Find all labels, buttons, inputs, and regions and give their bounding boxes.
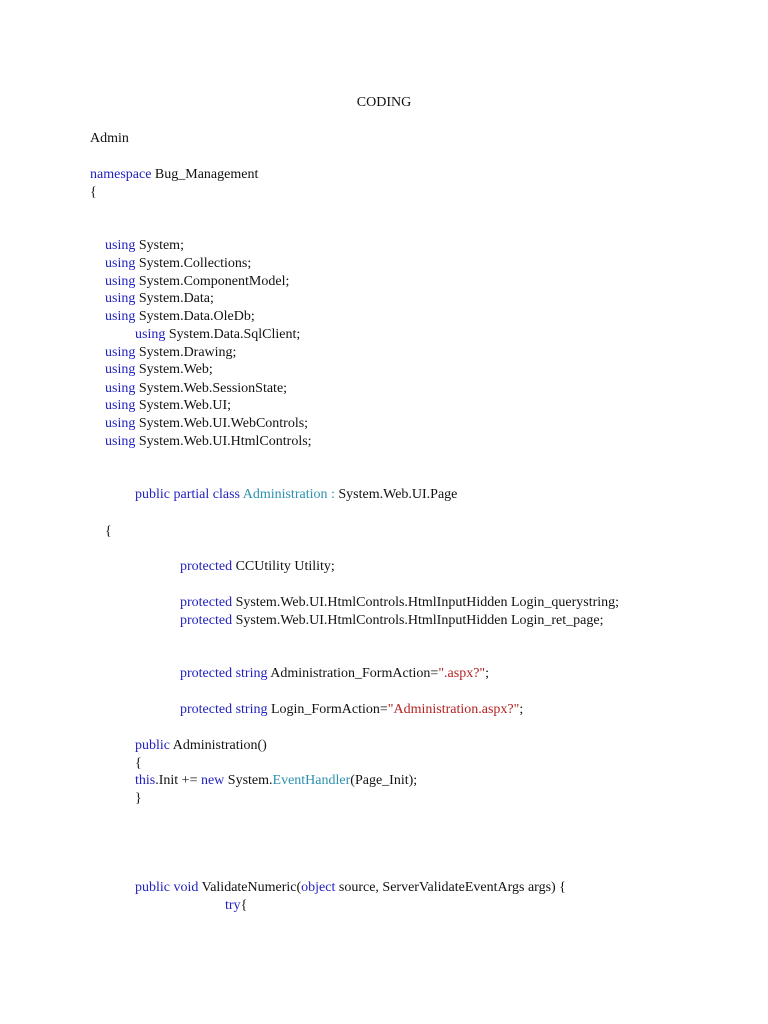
field-text: System.Web.UI.HtmlControls.HtmlInputHidden Login_ret_page; bbox=[235, 613, 604, 628]
using-line bbox=[105, 397, 231, 415]
using-target: System.Collections; bbox=[138, 256, 252, 271]
constructor-open-brace: { bbox=[135, 756, 142, 771]
using-line bbox=[105, 273, 289, 291]
keyword: using bbox=[105, 362, 136, 377]
keyword: namespace bbox=[90, 167, 152, 182]
keyword: try bbox=[225, 898, 241, 913]
using-target: System.Web.UI; bbox=[138, 398, 232, 413]
using-target: System; bbox=[138, 238, 184, 253]
keyword: using bbox=[105, 309, 136, 324]
base-class: System.Web.UI.Page bbox=[338, 487, 458, 502]
keyword: protected bbox=[180, 666, 233, 681]
keyword: using bbox=[105, 434, 136, 449]
method-declaration bbox=[135, 879, 566, 897]
using-line bbox=[105, 380, 287, 398]
semicolon: ; bbox=[485, 666, 490, 681]
class-open-brace: { bbox=[105, 524, 112, 539]
constructor-body bbox=[135, 772, 417, 790]
field-text: System.Web.UI.HtmlControls.HtmlInputHidden Login_querystring; bbox=[235, 595, 620, 610]
using-target: System.Web.UI.HtmlControls; bbox=[138, 434, 312, 449]
type-name: EventHandler bbox=[272, 773, 351, 788]
method-name: ValidateNumeric( bbox=[201, 880, 302, 895]
field-login-form-action bbox=[180, 701, 523, 719]
keyword: using bbox=[135, 327, 166, 342]
using-line bbox=[105, 415, 308, 433]
using-line bbox=[105, 237, 184, 255]
keyword: using bbox=[105, 274, 136, 289]
constructor-name: Administration() bbox=[172, 738, 267, 753]
keyword: using bbox=[105, 345, 136, 360]
keyword: using bbox=[105, 238, 136, 253]
class-name: Administration : bbox=[242, 487, 335, 502]
semicolon: ; bbox=[519, 702, 524, 717]
using-line bbox=[135, 326, 300, 344]
keyword: protected bbox=[180, 595, 233, 610]
using-line bbox=[105, 290, 214, 308]
string-literal: ".aspx?" bbox=[438, 666, 486, 681]
try-brace: { bbox=[240, 898, 248, 913]
namespace-open-brace: { bbox=[90, 185, 97, 200]
keyword: string bbox=[235, 666, 268, 681]
using-line bbox=[105, 361, 213, 379]
field-text: CCUtility Utility; bbox=[235, 559, 335, 574]
namespace-name: Bug_Management bbox=[154, 167, 259, 182]
keyword: using bbox=[105, 256, 136, 271]
keyword: string bbox=[235, 702, 268, 717]
constructor-close-brace: } bbox=[135, 791, 142, 806]
handler-arg: (Page_Init); bbox=[350, 773, 418, 788]
using-target: System.Web.SessionState; bbox=[138, 381, 288, 396]
keyword: public void bbox=[135, 880, 199, 895]
system-prefix: System. bbox=[227, 773, 273, 788]
using-line bbox=[105, 255, 251, 273]
string-literal: "Administration.aspx?" bbox=[387, 702, 520, 717]
field-login-querystring bbox=[180, 594, 619, 612]
keyword: protected bbox=[180, 559, 233, 574]
section-label: Admin bbox=[90, 131, 129, 146]
keyword: public partial class bbox=[135, 487, 240, 502]
field-utility bbox=[180, 558, 335, 576]
using-target: System.Web; bbox=[138, 362, 213, 377]
using-line bbox=[105, 433, 312, 451]
constructor-declaration bbox=[135, 737, 267, 755]
keyword: protected bbox=[180, 702, 233, 717]
keyword: using bbox=[105, 291, 136, 306]
keyword: using bbox=[105, 416, 136, 431]
try-line bbox=[225, 897, 247, 915]
keyword: public bbox=[135, 738, 170, 753]
using-line bbox=[105, 308, 255, 326]
using-target: System.Drawing; bbox=[138, 345, 237, 360]
using-target: System.Data.SqlClient; bbox=[168, 327, 301, 342]
namespace-line bbox=[90, 166, 258, 184]
using-target: System.ComponentModel; bbox=[138, 274, 290, 289]
keyword: using bbox=[105, 381, 136, 396]
keyword: object bbox=[301, 880, 336, 895]
class-declaration bbox=[135, 486, 457, 504]
using-target: System.Data.OleDb; bbox=[138, 309, 255, 324]
field-admin-form-action bbox=[180, 665, 489, 683]
using-target: System.Data; bbox=[138, 291, 214, 306]
using-target: System.Web.UI.WebControls; bbox=[138, 416, 309, 431]
page-title: CODING bbox=[356, 95, 412, 110]
using-line bbox=[105, 344, 236, 362]
method-params: source, ServerValidateEventArgs args) { bbox=[338, 880, 566, 895]
keyword: protected bbox=[180, 613, 233, 628]
keyword: using bbox=[105, 398, 136, 413]
keyword: this bbox=[135, 773, 156, 788]
field-name: Login_FormAction= bbox=[270, 702, 388, 717]
init-assign: .Init += bbox=[155, 773, 198, 788]
field-name: Administration_FormAction= bbox=[270, 666, 439, 681]
keyword: new bbox=[200, 773, 225, 788]
field-login-ret-page bbox=[180, 612, 603, 630]
